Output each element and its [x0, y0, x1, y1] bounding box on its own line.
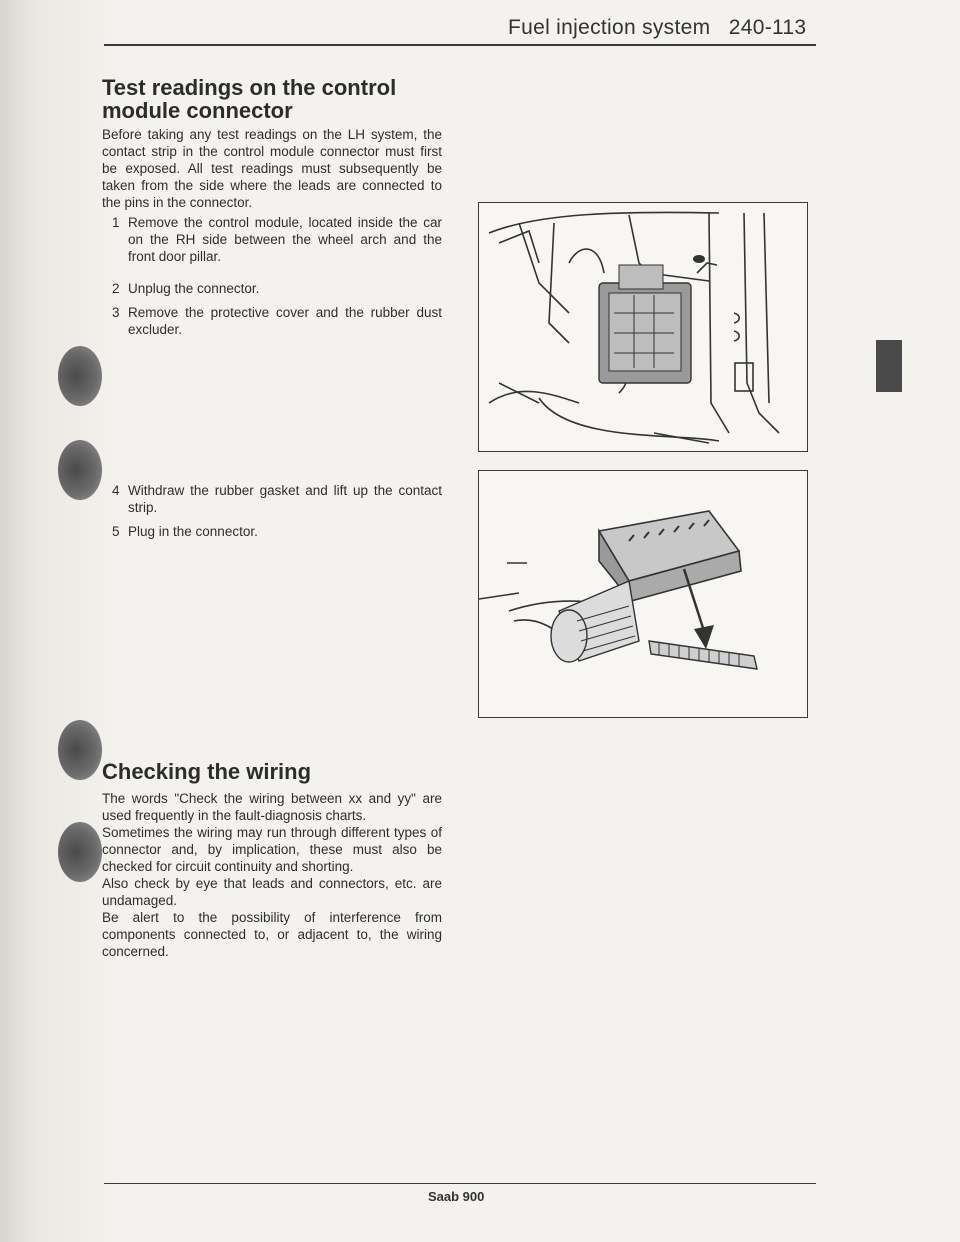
wiring-paragraph-2: Sometimes the wiring may run through different types of connector and, by implication, these must also be checked for circuit continuity and shorting.	[102, 825, 442, 874]
intro-paragraph: Before taking any test readings on the LH system, the contact strip in the control module connector must first be exposed. All test readings must subsequently be taken from the side where the leads are connected to the pins in the connector.	[102, 127, 442, 210]
step-item: 2 Unplug the connector.	[112, 281, 260, 296]
section-tab-marker	[876, 340, 902, 392]
page-header-title: Fuel injection system 240-113	[508, 16, 807, 39]
punch-hole	[58, 822, 102, 882]
wiring-paragraph-4: Be alert to the possibility of interference from components connected to, or adjacent to, the wiring concerned.	[102, 910, 442, 959]
step-item: 3 Remove the protective cover and the rubber dust excluder.	[112, 305, 442, 337]
footer-rule	[104, 1183, 816, 1184]
punch-hole	[58, 346, 102, 406]
step-item: 5 Plug in the connector.	[112, 524, 258, 539]
header-rule	[104, 44, 816, 46]
section-heading-test-readings: Test readings on the control module connector	[102, 75, 397, 123]
connector-illustration	[479, 471, 806, 716]
footer-model: Saab 900	[428, 1189, 485, 1204]
section-heading-checking-wiring: Checking the wiring	[102, 759, 312, 784]
figure-control-module-location	[478, 202, 808, 452]
step-item: 1 Remove the control module, located inside the car on the RH side between the wheel arch and the front door pillar.	[112, 215, 442, 264]
punch-hole	[58, 440, 102, 500]
wiring-paragraph-1: The words "Check the wiring between xx and yy" are used frequently in the fault-diagnosis charts.	[102, 791, 442, 823]
step-item: 4 Withdraw the rubber gasket and lift up the contact strip.	[112, 483, 442, 515]
figure-connector	[478, 470, 808, 718]
punch-hole	[58, 720, 102, 780]
control-module-illustration	[479, 203, 806, 450]
wiring-paragraph-3: Also check by eye that leads and connectors, etc. are undamaged.	[102, 876, 442, 908]
